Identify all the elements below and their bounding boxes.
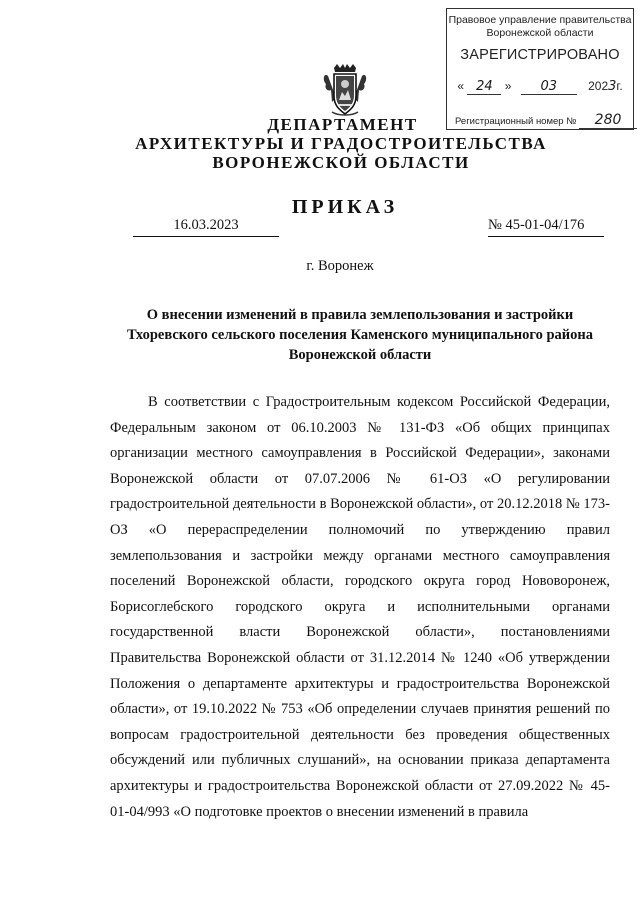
coat-of-arms-emblem	[322, 62, 368, 118]
department-title-line2: АРХИТЕКТУРЫ И ГРАДОСТРОИТЕЛЬСТВА	[135, 134, 547, 153]
stamp-date	[447, 79, 633, 95]
stamp-organization-line1: Правовое управление правительства	[448, 14, 632, 26]
order-number: № 45-01-04/176	[488, 217, 585, 233]
order-heading: О внесении изменений в правила землепользования и застройки Тхоревского сельского поселения Каменского муниципального района Воронежской области	[126, 307, 594, 363]
body-paragraph: В соответствии с Градостроительным кодексом Российской Федерации, Федеральным законом от 06.10.2003 № 131-ФЗ «Об общих принципах организации местного самоуправления в Российской Федерации», законами Воронежской области от 07.07.2006 № 61-ОЗ «О регулировании градостроительной деятельности в Воронежской области», от 20.12.2018 № 173-ОЗ «О перераспределении полномочий по утверждению правил землепользования и застройки между органами местного самоуправления поселений Воронежской области, городского округа город Нововоронеж, Борисоглебского городского округа и исполнительными органами государственной власти Воронежской области», постановлениями Правительства Воронежской области от 31.12.2014 № 1240 «Об утверждении Положения о департаменте архитектуры и градостроительства Воронежской области», от 19.10.2022 № 753 «Об определении случаев принятия решений по вопросам градостроительной деятельности без проведения общественных обсуждений или публичных слушаний», на основании приказа департамента архитектуры и градостроительства Воронежской области от 27.09.2022 № 45-01-04/993 «О подготовке проектов о внесении изменений в правила	[110, 394, 610, 820]
city-line: г. Воронеж	[306, 258, 374, 274]
registration-stamp	[446, 8, 634, 130]
order-date: 16.03.2023	[173, 217, 239, 233]
stamp-status: ЗАРЕГИСТРИРОВАНО	[460, 47, 620, 63]
order-number-field	[488, 217, 608, 234]
department-title-line3: ВОРОНЕЖСКОЙ ОБЛАСТИ	[212, 153, 470, 172]
stamp-quote-close: »	[504, 79, 512, 93]
stamp-year-digit: 3	[608, 79, 617, 94]
stamp-month: 03	[540, 79, 558, 94]
stamp-year-suffix: г.	[616, 79, 623, 93]
stamp-reg-number: 280	[594, 112, 622, 128]
number-underline	[488, 236, 604, 237]
stamp-organization-line2: Воронежской области	[486, 27, 594, 39]
stamp-reg-label: Регистрационный номер №	[455, 116, 577, 127]
stamp-year-prefix: 202	[588, 79, 609, 93]
order-date-field	[133, 217, 279, 234]
stamp-day: 24	[476, 79, 493, 94]
document-type-title: ПРИКАЗ	[291, 196, 399, 218]
department-title-line1: ДЕПАРТАМЕНТ	[267, 115, 418, 134]
date-underline	[133, 236, 279, 237]
stamp-quote-open: «	[457, 79, 465, 93]
